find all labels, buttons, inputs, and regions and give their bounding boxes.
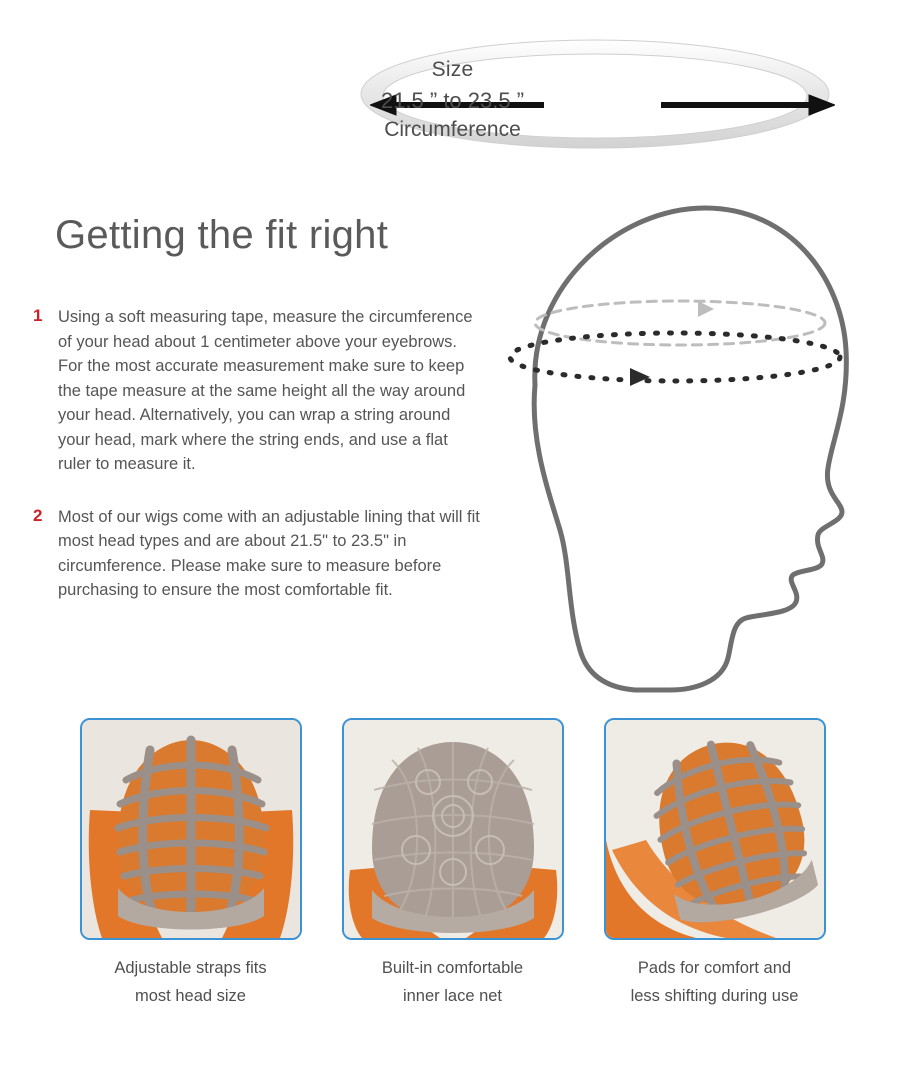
card-caption: [342, 954, 564, 1010]
size-value: 21.5 ” to 23.5 ”: [380, 88, 525, 113]
caption-line-2: most head size: [135, 987, 246, 1005]
step-text: Using a soft measuring tape, measure the circumference of your head about 1 centimeter above your eyebrows. For the most accurate measurement make sure to keep the tape measure at the same height all the way around your head. Alternatively, you can wrap a string around your head, mark where the string ends, and use a flat ruler to measure it.: [58, 308, 473, 473]
feature-card-adjustable-straps[interactable]: [80, 718, 302, 1058]
step-number: 2: [33, 505, 43, 525]
feature-card-comfort-pads[interactable]: [604, 718, 826, 1058]
list-item: [30, 305, 480, 477]
caption-line-2: less shifting during use: [630, 987, 799, 1005]
card-caption: [80, 954, 302, 1010]
card-caption: [604, 954, 826, 1010]
page-title: Getting the fit right: [55, 213, 389, 257]
caption-line-1: Pads for comfort and: [637, 959, 792, 977]
size-label: Size: [431, 58, 474, 81]
instruction-list: [30, 305, 480, 631]
wig-cap-adjustable-straps-image: [82, 720, 300, 938]
feature-cards: [0, 718, 905, 1058]
size-ring-section: [0, 0, 905, 190]
step-text: Most of our wigs come with an adjustable lining that will fit most head types and are about 21.5" to 23.5" in circumference. Please make sure to measure before purchasing to ensure the most comfortable fit.: [58, 507, 480, 599]
caption-line-2: inner lace net: [402, 987, 503, 1005]
circumference-label: Circumference: [384, 118, 521, 141]
card-image-frame: [80, 718, 302, 940]
list-item: [30, 505, 480, 603]
step-number: 1: [33, 306, 43, 325]
card-image-frame: [342, 718, 564, 940]
wig-cap-inner-lace-net-image: [344, 720, 562, 938]
head-profile-illustration: [470, 190, 890, 710]
head-outline-icon: [470, 190, 890, 710]
feature-card-inner-lace-net[interactable]: [342, 718, 564, 1058]
caption-line-1: Adjustable straps fits: [114, 959, 267, 977]
wig-cap-comfort-pads-image: [606, 720, 824, 938]
caption-line-1: Built-in comfortable: [381, 959, 524, 977]
card-image-frame: [604, 718, 826, 940]
